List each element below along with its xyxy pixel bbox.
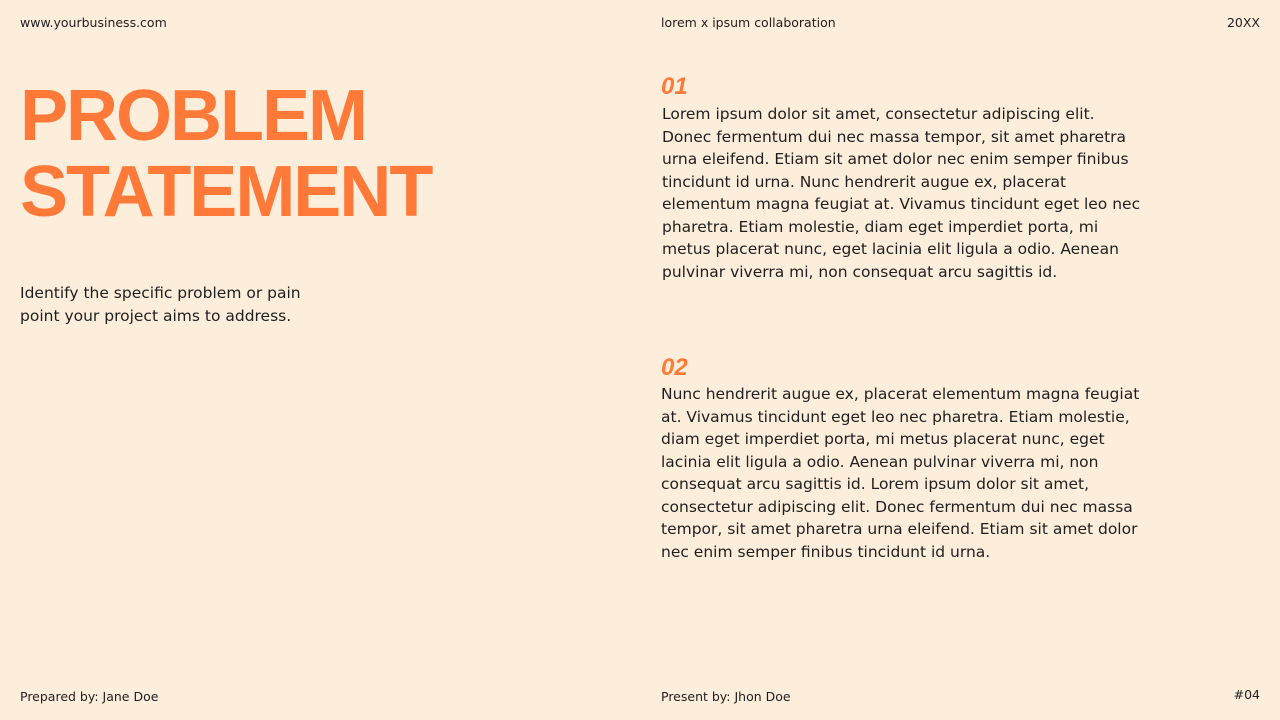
slide-title-line-2: STATEMENT <box>20 152 432 232</box>
slide-subtitle: Identify the specific problem or pain point your project aims to address. <box>20 284 301 325</box>
prepared-by-label: Prepared by: Jane Doe <box>20 689 159 704</box>
point-text: Nunc hendrerit augue ex, placerat elementum magna feugiat at. Vivamus tincidunt eget leo nec pharetra. Etiam molestie, diam eget imperdiet porta, mi metus placerat nunc, eget lacinia elit ligula a odio. Aenean pulvinar viverra mi, non consequat arcu sagittis id. Lorem ipsum dolor sit amet, consectetur adipiscing elit. Donec fermentum dui nec massa tempor, sit amet pharetra urna eleifend. Etiam sit amet dolor nec enim semper finibus tincidunt id urna. <box>661 385 1140 561</box>
year-label: 20XX <box>1226 15 1260 30</box>
collaboration-label: lorem x ipsum collaboration <box>661 15 836 30</box>
website-url: www.yourbusiness.com <box>20 15 167 30</box>
point-text: Lorem ipsum dolor sit amet, consectetur adipiscing elit. Donec fermentum dui nec massa tempor, sit amet pharetra urna eleifend. Etiam sit amet dolor nec enim semper finibus tincidunt id urna. Nunc hendrerit augue ex, placerat elementum magna feugiat at. Vivamus tincidunt eget leo nec pharetra. Etiam molestie, diam eget imperdiet porta, mi metus placerat nunc, eget lacinia elit ligula a odio. Aenean pulvinar viverra mi, non consequat arcu sagittis id. <box>662 105 1141 281</box>
point-number: 01 <box>661 73 688 100</box>
slide-title <box>20 78 431 230</box>
point-number: 02 <box>661 354 688 381</box>
slide-title-line-1: PROBLEM <box>20 76 366 156</box>
page-number: #04 <box>1233 687 1260 702</box>
presented-by-label: Present by: Jhon Doe <box>661 689 791 704</box>
